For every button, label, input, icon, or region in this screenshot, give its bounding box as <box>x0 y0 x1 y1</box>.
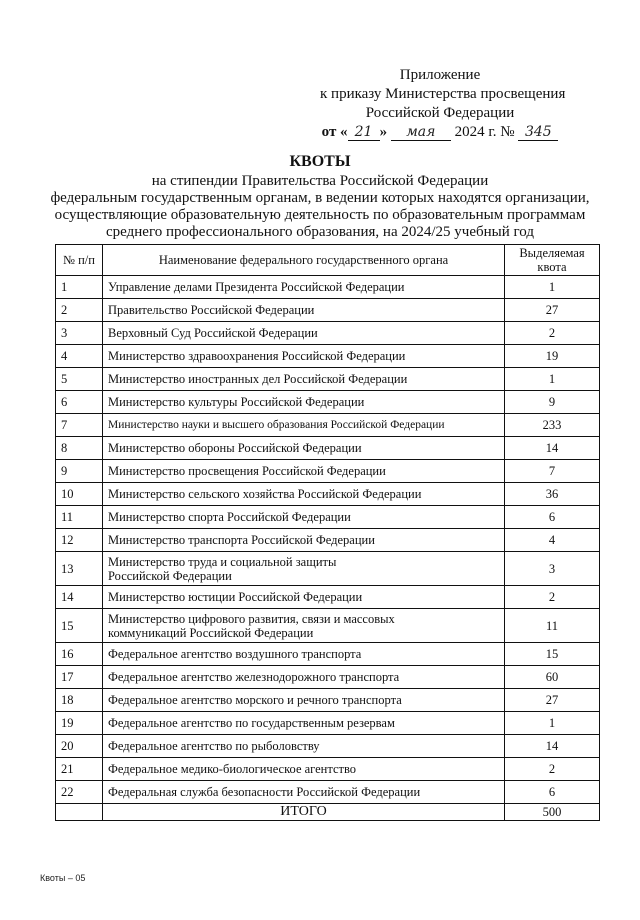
row-organ-name: Федеральное агентство морского и речного транспорта <box>103 689 505 712</box>
row-organ-name: Министерство науки и высшего образования Российской Федерации <box>103 414 505 437</box>
row-number: 3 <box>56 322 103 345</box>
row-organ-name: Министерство юстиции Российской Федерации <box>103 586 505 609</box>
row-number: 6 <box>56 391 103 414</box>
column-header-quota: Выделяемая квота <box>505 245 600 276</box>
row-organ-name: Министерство спорта Российской Федерации <box>103 506 505 529</box>
row-quota: 36 <box>505 483 600 506</box>
row-quota: 11 <box>505 609 600 643</box>
row-quota: 15 <box>505 643 600 666</box>
quota-table <box>55 244 600 821</box>
row-number: 2 <box>56 299 103 322</box>
row-quota: 1 <box>505 712 600 735</box>
row-quota: 27 <box>505 299 600 322</box>
order-reference: к приказу Министерства просвещения <box>320 86 566 102</box>
row-quota: 27 <box>505 689 600 712</box>
row-number: 4 <box>56 345 103 368</box>
row-organ-name: Министерство просвещения Российской Федерации <box>103 460 505 483</box>
appendix-block <box>320 66 566 142</box>
order-date-line <box>320 123 560 142</box>
order-year-text: 2024 г. № <box>454 124 515 140</box>
heading-line-2: федеральным государственным органам, в ведении которых находятся организации, <box>50 190 590 206</box>
table-row <box>56 689 600 712</box>
table-row <box>56 666 600 689</box>
row-number: 8 <box>56 437 103 460</box>
table-row <box>56 391 600 414</box>
total-empty-cell <box>56 804 103 821</box>
row-organ-name: Министерство цифрового развития, связи и массовых коммуникаций Российской Федерации <box>103 609 505 643</box>
row-quota: 2 <box>505 758 600 781</box>
row-organ-name: Федеральная служба безопасности Российской Федерации <box>103 781 505 804</box>
row-number: 10 <box>56 483 103 506</box>
column-header-number: № п/п <box>56 245 103 276</box>
row-quota: 1 <box>505 368 600 391</box>
table-row <box>56 483 600 506</box>
table-row <box>56 506 600 529</box>
row-organ-name: Министерство сельского хозяйства Российской Федерации <box>103 483 505 506</box>
table-row <box>56 437 600 460</box>
row-number: 21 <box>56 758 103 781</box>
heading-line-1: на стипендии Правительства Российской Федерации <box>151 173 489 189</box>
row-organ-name: Министерство иностранных дел Российской Федерации <box>103 368 505 391</box>
order-day: 21 <box>348 125 380 141</box>
row-number: 14 <box>56 586 103 609</box>
table-row <box>56 322 600 345</box>
document-heading <box>40 152 600 241</box>
row-number: 20 <box>56 735 103 758</box>
table-row <box>56 609 600 643</box>
row-number: 18 <box>56 689 103 712</box>
heading-line-4: среднего профессионального образования, на 2024/25 учебный год <box>106 224 534 240</box>
table-row <box>56 552 600 586</box>
row-organ-name: Министерство культуры Российской Федерации <box>103 391 505 414</box>
table-row <box>56 368 600 391</box>
row-organ-name: Верховный Суд Российской Федерации <box>103 322 505 345</box>
heading-line-3: осуществляющие образовательную деятельность по образовательным программам <box>54 207 586 223</box>
row-organ-name: Министерство обороны Российской Федерации <box>103 437 505 460</box>
row-organ-name: Федеральное агентство по государственным резервам <box>103 712 505 735</box>
row-quota: 1 <box>505 276 600 299</box>
row-quota: 7 <box>505 460 600 483</box>
row-organ-name: Министерство труда и социальной защиты Российской Федерации <box>103 552 505 586</box>
row-number: 5 <box>56 368 103 391</box>
table-header-row <box>56 245 600 276</box>
row-number: 1 <box>56 276 103 299</box>
table-row <box>56 345 600 368</box>
order-number: 345 <box>518 125 558 141</box>
row-number: 19 <box>56 712 103 735</box>
row-organ-name: Федеральное медико-биологическое агентство <box>103 758 505 781</box>
row-organ-name: Министерство здравоохранения Российской Федерации <box>103 345 505 368</box>
row-quota: 2 <box>505 322 600 345</box>
order-quote-close: » <box>379 124 388 140</box>
order-month: мая <box>391 125 451 141</box>
row-organ-name: Федеральное агентство железнодорожного транспорта <box>103 666 505 689</box>
row-quota: 4 <box>505 529 600 552</box>
table-row <box>56 735 600 758</box>
row-number: 12 <box>56 529 103 552</box>
table-row <box>56 758 600 781</box>
row-number: 22 <box>56 781 103 804</box>
total-row <box>56 804 600 821</box>
row-quota: 14 <box>505 735 600 758</box>
federation-line: Российской Федерации <box>365 105 515 121</box>
document-title: КВОТЫ <box>289 153 351 170</box>
table-row <box>56 586 600 609</box>
row-number: 9 <box>56 460 103 483</box>
row-number: 7 <box>56 414 103 437</box>
row-quota: 6 <box>505 506 600 529</box>
row-number: 13 <box>56 552 103 586</box>
table-row <box>56 712 600 735</box>
row-quota: 19 <box>505 345 600 368</box>
row-organ-name: Правительство Российской Федерации <box>103 299 505 322</box>
row-organ-name: Управление делами Президента Российской Федерации <box>103 276 505 299</box>
row-organ-name: Федеральное агентство по рыболовству <box>103 735 505 758</box>
row-quota: 60 <box>505 666 600 689</box>
total-value: 500 <box>505 804 600 821</box>
table-row <box>56 414 600 437</box>
row-number: 17 <box>56 666 103 689</box>
table-row <box>56 276 600 299</box>
document-footer-code: Квоты – 05 <box>40 873 86 883</box>
row-quota: 9 <box>505 391 600 414</box>
table-row <box>56 460 600 483</box>
row-number: 15 <box>56 609 103 643</box>
appendix-label: Приложение <box>399 67 481 83</box>
row-number: 16 <box>56 643 103 666</box>
order-prefix: от « <box>321 124 348 140</box>
row-number: 11 <box>56 506 103 529</box>
row-quota: 3 <box>505 552 600 586</box>
table-row <box>56 643 600 666</box>
row-quota: 14 <box>505 437 600 460</box>
column-header-name: Наименование федерального государственного органа <box>103 245 505 276</box>
row-quota: 233 <box>505 414 600 437</box>
row-quota: 2 <box>505 586 600 609</box>
row-organ-name: Федеральное агентство воздушного транспорта <box>103 643 505 666</box>
row-quota: 6 <box>505 781 600 804</box>
row-organ-name: Министерство транспорта Российской Федерации <box>103 529 505 552</box>
table-row <box>56 299 600 322</box>
total-label: ИТОГО <box>103 804 505 821</box>
table-body <box>56 276 600 821</box>
table-row <box>56 781 600 804</box>
table-row <box>56 529 600 552</box>
